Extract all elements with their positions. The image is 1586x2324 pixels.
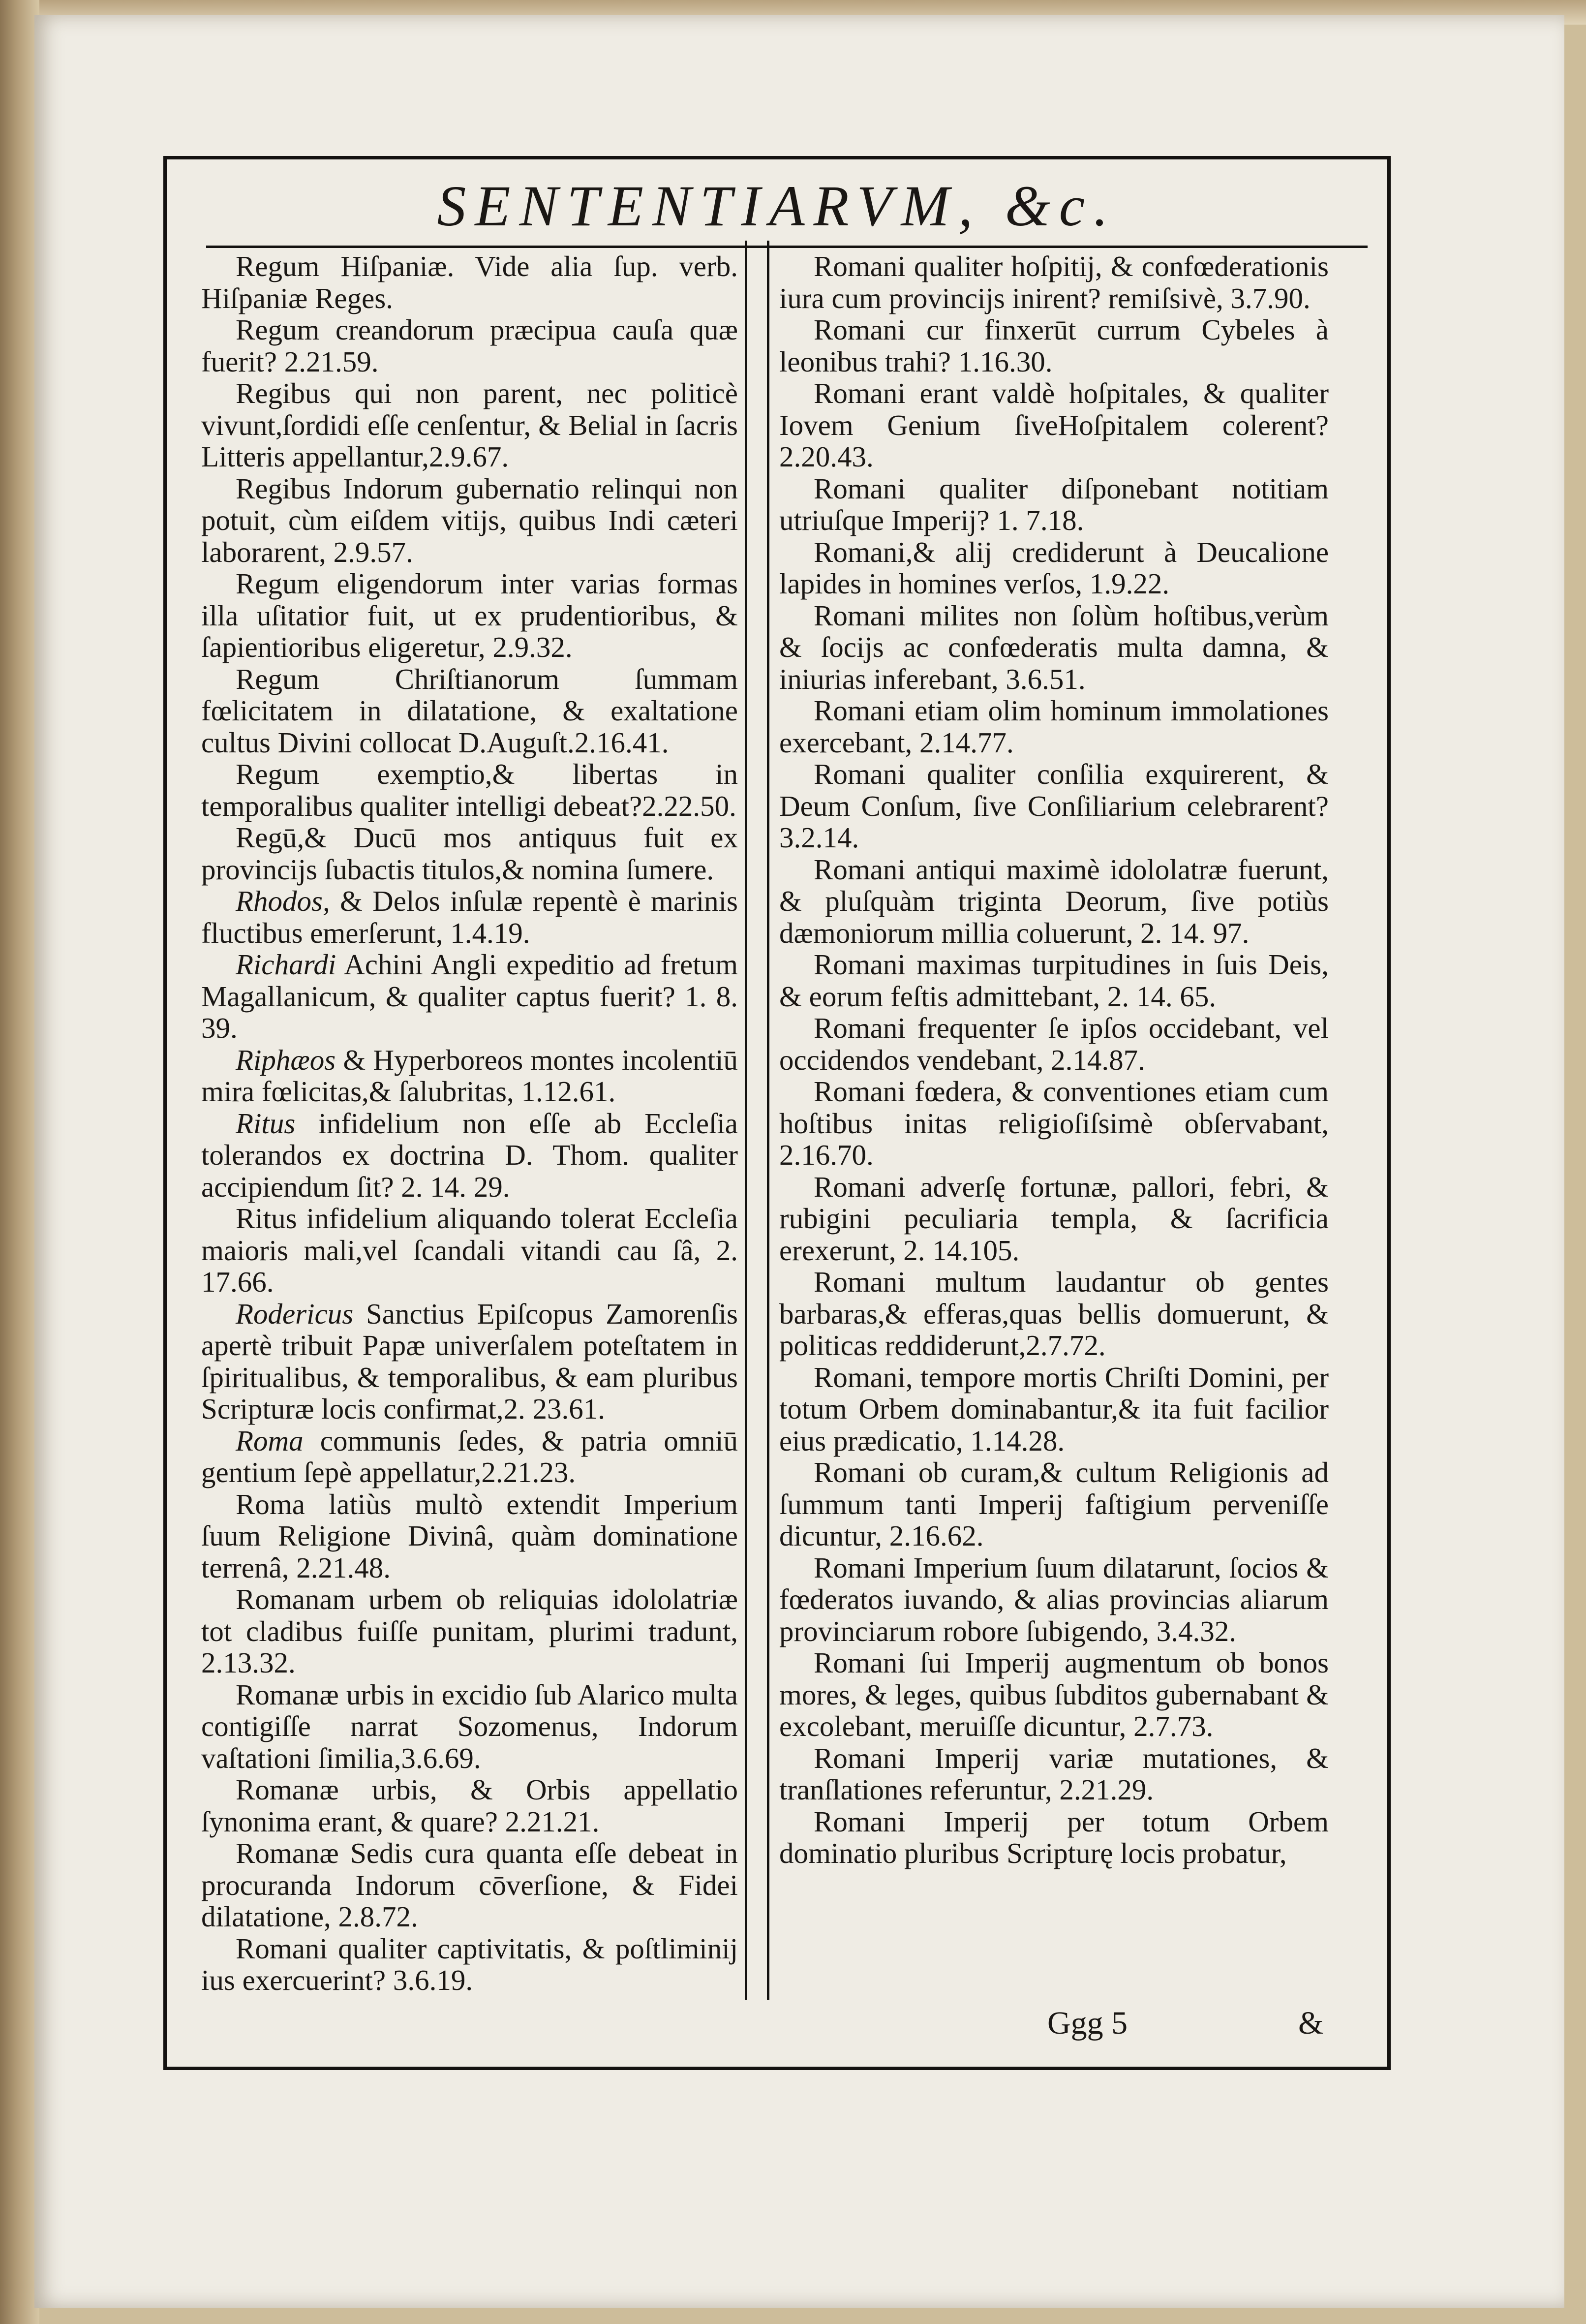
index-entry <box>201 377 738 473</box>
entry-text: Romani Imperij per totum Orbem dominatio pluribus Scripturę locis probatur, <box>779 1805 1329 1869</box>
index-entry <box>201 1837 738 1933</box>
index-entry <box>201 1108 738 1203</box>
text-frame <box>163 156 1391 2070</box>
page-footer <box>167 2005 1387 2049</box>
entry-text: Romanam urbem ob reliquias idololatriæ tot cladibus fuiſſe punitam, plurimi tradunt, 2.13.32. <box>201 1583 738 1679</box>
entry-text: Romani frequenter ſe ipſos occidebant, vel occidendos vendebant, 2.14.87. <box>779 1012 1329 1076</box>
entry-text: Romani Imperium ſuum dilatarunt, ſocios & fœderatos iuvando, & alias provincias aliarum provinciarum robore ſubigendo, 3.4.32. <box>779 1551 1329 1647</box>
entry-text: Regū,& Ducū mos antiquus fuit ex provincijs ſubactis titulos,& nomina ſumere. <box>201 821 738 886</box>
entry-text: Roma latiùs multò extendit Imperium ſuum Religione Divinâ, quàm dominatione terrenâ, 2.21.48. <box>201 1487 738 1584</box>
entry-text: infidelium non eſſe ab Eccleſia tolerandos ex doctrina D. Thom. qualiter accipiendum ſit? 2. 14. 29. <box>201 1107 738 1203</box>
entry-text: Romani adverſę fortunæ, pallori, febri, & rubigini peculiaria templa, & ſacrificia erexerunt, 2. 14.105. <box>779 1170 1329 1267</box>
index-entry <box>201 822 738 885</box>
entry-text: Romani erant valdè hoſpitales, & qualiter Iovem Genium ſiveHoſpitalem colerent? 2.20.43. <box>779 377 1329 473</box>
entry-text: Ritus infidelium aliquando tolerat Eccleſia maioris mali,vel ſcandali vitandi cau ſâ, 2. 17.66. <box>201 1202 738 1298</box>
entry-text: & Delos inſulæ repentè è marinis fluctibus emerſerunt, 1.4.19. <box>201 885 738 949</box>
index-entry <box>779 1647 1329 1742</box>
index-entry <box>779 473 1329 536</box>
index-entry <box>201 1679 738 1774</box>
entry-lead-word: Roma <box>236 1424 304 1457</box>
index-entry <box>201 1774 738 1837</box>
entry-text: Regum Chriſtianorum ſummam fœlicitatem in dilatatione, & exaltatione cultus Divini collocat D.Auguſt.2.16.41. <box>201 662 738 759</box>
index-entry <box>779 314 1329 377</box>
entry-lead-word: Ritus <box>236 1107 296 1140</box>
left-column <box>191 241 747 2000</box>
signature-mark: Ggg 5 <box>1047 2005 1128 2041</box>
entry-text: Romani milites non ſolùm hoſtibus,verùm & ſocijs ac confœderatis multa damna, & iniurias inferebant, 3.6.51. <box>779 599 1329 695</box>
running-head: SENTENTIARVM, &c. <box>437 174 1117 238</box>
entry-text: Regibus qui non parent, nec politicè vivunt,ſordidi eſſe cenſentur, & Belial in ſacris Litteris appellantur,2.9.67. <box>201 377 738 473</box>
entry-lead-word: Richardi <box>236 948 336 981</box>
right-column <box>767 241 1333 2000</box>
index-entry <box>779 1076 1329 1171</box>
index-entry <box>779 1456 1329 1552</box>
index-entry <box>201 1044 738 1108</box>
index-entry <box>779 758 1329 854</box>
entry-text: Regum eligendorum inter varias formas illa uſitatior fuit, ut ex prudentioribus, & ſapientioribus eligeretur, 2.9.32. <box>201 567 738 663</box>
index-entry <box>201 1933 738 1996</box>
index-columns <box>191 241 1372 2000</box>
entry-text: Romani ſui Imperij augmentum ob bonos mores, & leges, quibus ſubditos gubernabant & excolebant, meruiſſe dicuntur, 2.7.73. <box>779 1646 1329 1742</box>
index-entry <box>779 536 1329 600</box>
index-entry <box>779 854 1329 949</box>
index-entry <box>779 695 1329 758</box>
entry-text: Romani qualiter diſponebant notitiam utriuſque Imperij? 1. 7.18. <box>779 472 1329 536</box>
entry-text: Romani etiam olim hominum immolationes exercebant, 2.14.77. <box>779 694 1329 759</box>
entry-text: Romani maximas turpitudines in ſuis Deis, & eorum feſtis admittebant, 2. 14. 65. <box>779 948 1329 1013</box>
index-entry <box>779 1171 1329 1267</box>
entry-text: Romani fœdera, & conventiones etiam cum hoſtibus initas religioſiſsimè obſervabant, 2.16.70. <box>779 1075 1329 1171</box>
index-entry <box>201 758 738 822</box>
index-entry <box>201 1203 738 1298</box>
entry-text: Romani qualiter conſilia exquirerent, & Deum Conſum, ſive Conſiliarium celebrarent? 3.2.14. <box>779 758 1329 854</box>
index-entry <box>779 949 1329 1012</box>
entry-text: Romanæ urbis in excidio ſub Alarico multa contigiſſe narrat Sozomenus, Indorum vaſtationi ſimilia,3.6.69. <box>201 1678 738 1774</box>
entry-text: Romani,& alij crediderunt à Deucalione lapides in homines verſos, 1.9.22. <box>779 535 1329 600</box>
index-entry <box>201 250 738 314</box>
entry-text: Sanctius Epiſcopus Zamorenſis apertè tribuit Papæ univerſalem poteſtatem in ſpiritualibus, & temporalibus, & eam pluribus Scripturæ locis confirmat,2. 23.61. <box>201 1297 738 1425</box>
index-entry <box>201 885 738 949</box>
entry-text: communis ſedes, & patria omniū gentium ſepè appellatur,2.21.23. <box>201 1424 738 1488</box>
entry-text: Romani ob curam,& cultum Religionis ad ſummum tanti Imperij faſtigium perveniſſe dicuntur, 2.16.62. <box>779 1456 1329 1552</box>
entry-lead-word: Rodericus <box>236 1297 354 1330</box>
entry-text: Romani multum laudantur ob gentes barbaras,& efferas,quas bellis domuerunt, & politicas reddiderunt,2.7.72. <box>779 1266 1329 1362</box>
index-entry <box>779 1012 1329 1076</box>
index-entry <box>201 1488 738 1584</box>
entry-text: Romani antiqui maximè idololatræ fuerunt, & pluſquàm triginta Deorum, ſive potiùs dæmoniorum millia coluerunt, 2. 14. 97. <box>779 853 1329 949</box>
entry-text: Regum Hiſpaniæ. Vide alia ſup. verb. Hiſpaniæ Reges. <box>201 250 738 314</box>
entry-lead-word: Riphæos <box>236 1043 336 1076</box>
index-entry <box>201 473 738 568</box>
entry-text: Romani, tempore mortis Chriſti Domini, per totum Orbem dominabantur,& ita fuit facilior eius prædicatio, 1.14.28. <box>779 1361 1329 1457</box>
entry-text: Achini Angli expeditio ad fretum Magallanicum, & qualiter captus fuerit? 1. 8. 39. <box>201 948 738 1044</box>
index-entry <box>779 600 1329 695</box>
catchword: & <box>1298 2005 1324 2041</box>
index-entry <box>779 250 1329 314</box>
entry-text: Romani cur finxerūt currum Cybeles à leonibus trahi? 1.16.30. <box>779 313 1329 378</box>
book-binding-edge <box>0 0 39 2324</box>
entry-lead-word: Rhodos, <box>236 885 330 917</box>
index-entry <box>201 1425 738 1488</box>
entry-text: Regum exemptio,& libertas in temporalibus qualiter intelligi debeat?2.22.50. <box>201 758 738 822</box>
entry-text: Romani Imperij variæ mutationes, & tranſlationes referuntur, 2.21.29. <box>779 1741 1329 1806</box>
entry-text: Romani qualiter captivitatis, & poſtliminij ius exercuerint? 3.6.19. <box>201 1932 738 1996</box>
entry-text: Romanæ Sedis cura quanta eſſe debeat in procuranda Indorum cōverſione, & Fidei dilatatione, 2.8.72. <box>201 1837 738 1933</box>
index-entry <box>201 314 738 377</box>
index-entry <box>779 1362 1329 1457</box>
index-entry <box>779 1266 1329 1362</box>
index-entry <box>201 663 738 759</box>
index-entry <box>779 377 1329 473</box>
index-entry <box>201 949 738 1044</box>
index-entry <box>779 1806 1329 1869</box>
index-entry <box>201 1298 738 1425</box>
index-entry <box>201 1583 738 1679</box>
entry-text: & Hyperboreos montes incolentiū mira fœlicitas,& ſalubritas, 1.12.61. <box>201 1043 738 1108</box>
index-entry <box>779 1742 1329 1806</box>
entry-text: Romani qualiter hoſpitij, & confœderationis iura cum provincijs inirent? remiſsivè, 3.7.90. <box>779 250 1329 314</box>
entry-text: Romanæ urbis, & Orbis appellatio ſynonima erant, & quare? 2.21.21. <box>201 1773 738 1838</box>
book-page <box>34 15 1564 2308</box>
entry-text: Regum creandorum præcipua cauſa quæ fuerit? 2.21.59. <box>201 313 738 378</box>
index-entry <box>779 1552 1329 1647</box>
index-entry <box>201 568 738 663</box>
entry-text: Regibus Indorum gubernatio relinqui non potuit, cùm eiſdem vitijs, quibus Indi cæteri laborarent, 2.9.57. <box>201 472 738 568</box>
